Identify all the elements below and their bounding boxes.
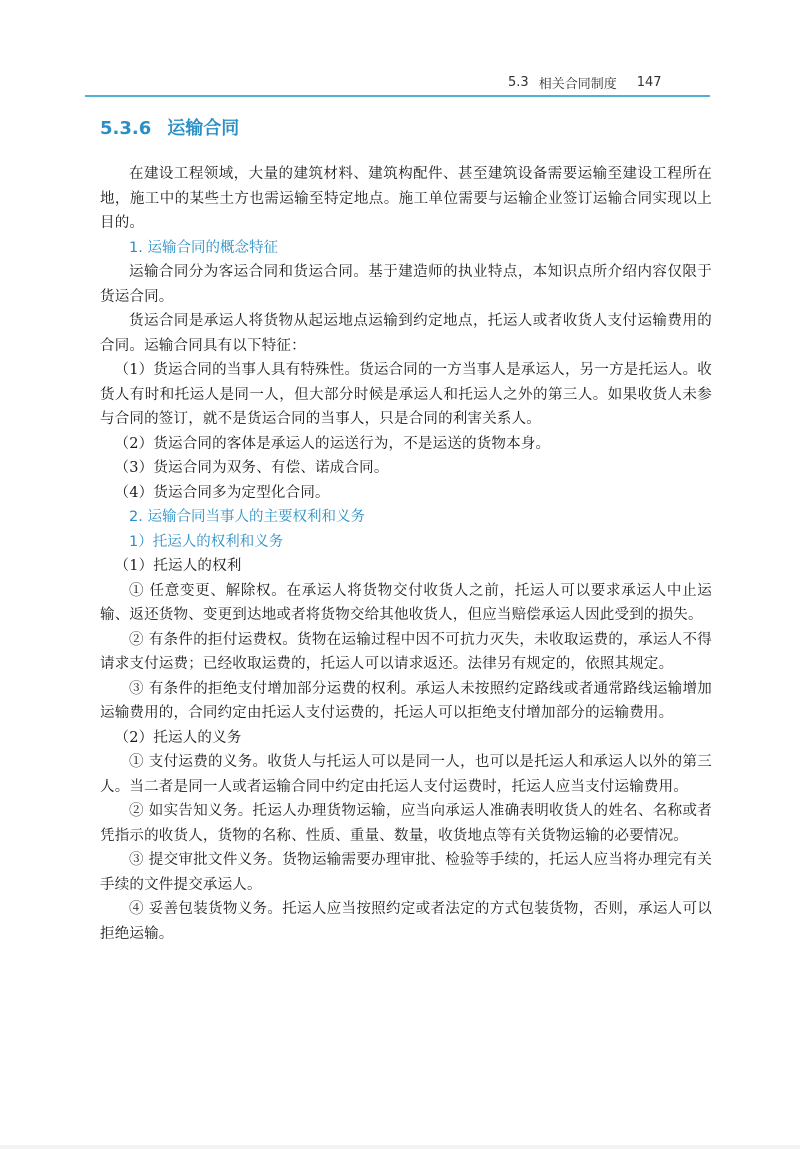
header-rule: [85, 95, 710, 97]
subheading: 2. 运输合同当事人的主要权利和义务: [129, 509, 365, 525]
paragraph: （1）托运人的权利: [114, 558, 242, 574]
header-section-number: 5.3: [508, 74, 529, 90]
paragraph: ① 任意变更、解除权。在承运人将货物交付收货人之前，托运人可以要求承运人中止运输、返还货物、变更到达地或者将货物交给其他收货人，但应当赔偿承运人因此受到的损失。: [100, 582, 712, 623]
paragraph: ② 如实告知义务。托运人办理货物运输，应当向承运人准确表明收货人的姓名、名称或者凭指示的收货人，货物的名称、性质、重量、数量，收货地点等有关货物运输的必要情况。: [100, 803, 712, 844]
subheading: 1. 运输合同的概念特征: [129, 239, 278, 256]
paragraph: ① 支付运费的义务。收货人与托运人可以是同一人，也可以是托运人和承运人以外的第三人。当二者是同一人或者运输合同中约定由托运人支付运费时，托运人应当支付运输费用。: [100, 754, 712, 795]
page-edge: [0, 1145, 800, 1149]
paragraph: 运输合同分为客运合同和货运合同。基于建造师的执业特点，本知识点所介绍内容仅限于货运合同。: [100, 264, 712, 305]
section-number: 5.3.6: [100, 118, 152, 139]
paragraph: （2）货运合同的客体是承运人的运送行为，不是运送的货物本身。: [114, 435, 551, 452]
paragraph: （1）货运合同的当事人具有特殊性。货运合同的一方当事人是承运人，另一方是托运人。收货人有时和托运人是同一人，但大部分时候是承运人和托运人之外的第三人。如果收货人未参与合同的签订，就不是货运合同的当事人，只是合同的利害关系人。: [100, 362, 712, 427]
header-section-title: 相关合同制度: [538, 76, 617, 92]
paragraph: （2）托运人的义务: [114, 729, 242, 746]
page-body: [100, 116, 712, 946]
section-title: 运输合同: [167, 118, 240, 139]
subheading: 1）托运人的权利和义务: [129, 533, 284, 550]
running-header: [508, 72, 710, 92]
paragraph: ③ 有条件的拒绝支付增加部分运费的权利。承运人未按照约定路线或者通常路线运输增加运输费用的，合同约定由托运人支付运费的，托运人可以拒绝支付增加部分的运输费用。: [100, 680, 712, 721]
paragraph: ④ 妥善包装货物义务。托运人应当按照约定或者法定的方式包装货物，否则，承运人可以拒绝运输。: [100, 901, 712, 942]
paragraph: ③ 提交审批文件义务。货物运输需要办理审批、检验等手续的，托运人应当将办理完有关手续的文件提交承运人。: [100, 852, 712, 893]
section-heading: [100, 116, 712, 142]
paragraph: 货运合同是承运人将货物从起运地点运输到约定地点，托运人或者收货人支付运输费用的合同。运输合同具有以下特征：: [100, 313, 712, 354]
paragraph: （3）货运合同为双务、有偿、诺成合同。: [114, 460, 389, 476]
paragraph: （4）货运合同多为定型化合同。: [114, 484, 330, 501]
paragraph: ② 有条件的拒付运费权。货物在运输过程中因不可抗力灭失，未收取运费的，承运人不得请求支付运费；已经收取运费的，托运人可以请求返还。法律另有规定的，依照其规定。: [100, 631, 712, 672]
paragraph: 在建设工程领域，大量的建筑材料、建筑构配件、甚至建筑设备需要运输至建设工程所在地，施工中的某些土方也需运输至特定地点。施工单位需要与运输企业签订运输合同实现以上目的。: [100, 166, 712, 231]
page-number: 147: [636, 74, 662, 90]
